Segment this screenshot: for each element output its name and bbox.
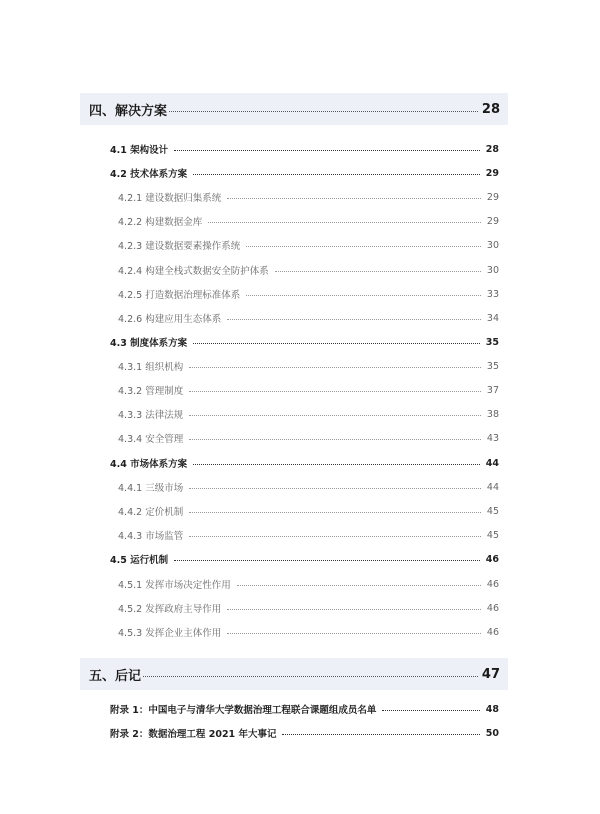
entry-title: 4.5.3 发挥企业主体作用: [118, 628, 222, 639]
entry-title: 4.2 技术体系方案: [110, 169, 188, 180]
chapter-page-number: 47: [481, 666, 500, 682]
dot-leader: [169, 111, 478, 112]
dot-leader: [282, 734, 479, 735]
entry-page-number: 28: [485, 143, 499, 155]
toc-entry-4-3-4[interactable]: [118, 430, 499, 446]
dot-leader: [189, 367, 481, 368]
dot-leader: [174, 560, 480, 561]
dot-leader: [227, 633, 481, 634]
entry-page-number: 30: [486, 264, 499, 276]
dot-leader: [193, 464, 480, 465]
toc-entry-4-2[interactable]: [110, 165, 499, 181]
entry-page-number: 33: [486, 288, 499, 300]
toc-entry-4-5-3[interactable]: [118, 624, 499, 640]
entry-title: 4.5 运行机制: [110, 555, 169, 566]
entry-title: 4.3.2 管理制度: [118, 386, 184, 397]
dot-leader: [189, 415, 481, 416]
toc-entry-4-2-4[interactable]: [118, 262, 499, 278]
chapter-title: 五、后记: [89, 668, 142, 684]
entry-page-number: 46: [486, 626, 499, 638]
entry-page-number: 29: [486, 215, 499, 227]
entry-page-number: 43: [486, 432, 499, 444]
entry-title: 4.4.2 定价机制: [118, 507, 184, 518]
toc-entry-4-2-1[interactable]: [118, 189, 499, 205]
entry-page-number: 29: [486, 191, 499, 203]
dot-leader: [237, 585, 481, 586]
dot-leader: [193, 174, 480, 175]
dot-leader: [189, 439, 481, 440]
entry-page-number: 45: [486, 505, 499, 517]
entry-title: 4.1 架构设计: [110, 145, 169, 156]
appendix-title: 附录 2：数据治理工程 2021 年大事记: [110, 729, 277, 740]
entry-page-number: 46: [486, 602, 499, 614]
dot-leader: [382, 710, 479, 711]
entry-title: 4.2.5 打造数据治理标准体系: [118, 290, 241, 301]
appendix-page-number: 50: [485, 727, 499, 739]
toc-entry-4-5-2[interactable]: [118, 600, 499, 616]
entry-page-number: 35: [485, 336, 499, 348]
entry-page-number: 34: [486, 312, 499, 324]
entry-page-number: 30: [486, 239, 499, 251]
appendix-page-number: 48: [485, 703, 499, 715]
dot-leader: [189, 536, 481, 537]
dot-leader: [275, 271, 481, 272]
appendix-title: 附录 1：中国电子与清华大学数据治理工程联合课题组成员名单: [110, 705, 377, 716]
entry-title: 4.4.1 三级市场: [118, 483, 184, 494]
toc-entry-4-4[interactable]: [110, 455, 499, 471]
entry-page-number: 38: [486, 408, 499, 420]
toc-entry-4-2-2[interactable]: [118, 213, 499, 229]
toc-entry-4-3-1[interactable]: [118, 358, 499, 374]
entry-title: 4.3 制度体系方案: [110, 338, 188, 349]
entry-page-number: 35: [486, 360, 499, 372]
entry-title: 4.2.1 建设数据归集系统: [118, 193, 222, 204]
dot-leader: [143, 676, 478, 677]
entry-title: 4.2.2 构建数据金库: [118, 217, 203, 228]
chapter-page-number: 28: [481, 101, 500, 117]
entry-page-number: 29: [485, 167, 499, 179]
toc-entry-4-3-3[interactable]: [118, 406, 499, 422]
entry-title: 4.2.6 构建应用生态体系: [118, 314, 222, 325]
toc-appendix-1[interactable]: [110, 701, 499, 717]
toc-entry-4-1[interactable]: [110, 141, 499, 157]
toc-appendix-2[interactable]: [110, 725, 499, 741]
dot-leader: [227, 198, 481, 199]
entry-title: 4.5.2 发挥政府主导作用: [118, 604, 222, 615]
toc-entry-4-4-3[interactable]: [118, 527, 499, 543]
entry-title: 4.2.3 建设数据要素操作系统: [118, 241, 241, 252]
dot-leader: [208, 222, 481, 223]
toc-entry-4-5-1[interactable]: [118, 576, 499, 592]
dot-leader: [227, 609, 481, 610]
toc-entry-4-4-1[interactable]: [118, 479, 499, 495]
toc-chapter-4[interactable]: [80, 93, 508, 125]
entry-title: 4.3.4 安全管理: [118, 434, 184, 445]
entry-title: 4.2.4 构建全栈式数据安全防护体系: [118, 266, 269, 277]
entry-title: 4.3.1 组织机构: [118, 362, 184, 373]
chapter-title: 四、解决方案: [89, 103, 168, 119]
toc-entry-4-2-5[interactable]: [118, 286, 499, 302]
toc-entry-4-5[interactable]: [110, 551, 499, 567]
entry-title: 4.4.3 市场监管: [118, 531, 184, 542]
toc-entry-4-3-2[interactable]: [118, 382, 499, 398]
toc-entry-4-3[interactable]: [110, 334, 499, 350]
entry-page-number: 46: [486, 578, 499, 590]
entry-title: 4.3.3 法律法规: [118, 410, 184, 421]
entry-page-number: 44: [486, 481, 499, 493]
dot-leader: [189, 512, 481, 513]
toc-chapter-5[interactable]: [80, 658, 508, 690]
dot-leader: [193, 343, 480, 344]
dot-leader: [189, 391, 481, 392]
entry-page-number: 44: [485, 457, 499, 469]
dot-leader: [246, 295, 481, 296]
entry-page-number: 45: [486, 529, 499, 541]
dot-leader: [174, 150, 480, 151]
toc-entry-4-4-2[interactable]: [118, 503, 499, 519]
toc-entry-4-2-6[interactable]: [118, 310, 499, 326]
dot-leader: [189, 488, 481, 489]
entry-page-number: 46: [485, 553, 499, 565]
dot-leader: [227, 319, 481, 320]
toc-entry-4-2-3[interactable]: [118, 237, 499, 253]
entry-title: 4.5.1 发挥市场决定性作用: [118, 580, 231, 591]
entry-page-number: 37: [486, 384, 499, 396]
dot-leader: [246, 246, 481, 247]
entry-title: 4.4 市场体系方案: [110, 459, 188, 470]
